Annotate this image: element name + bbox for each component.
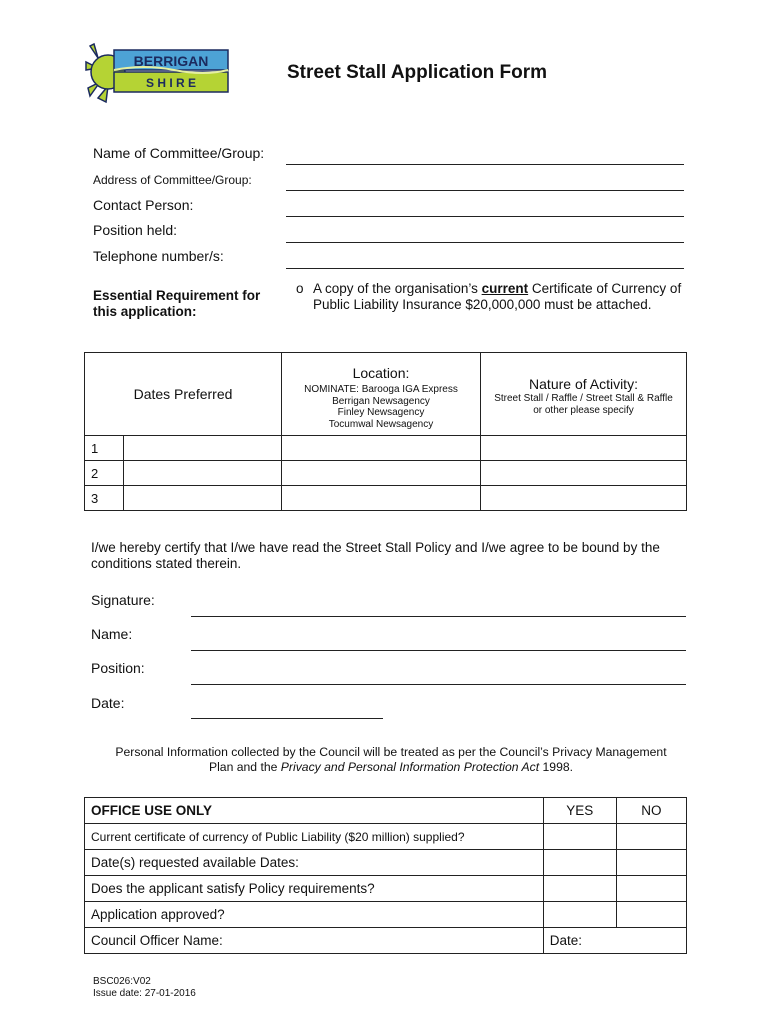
table-row: 1 <box>85 436 687 461</box>
date-cell[interactable] <box>124 436 282 461</box>
logo-top-text: BERRIGAN <box>133 53 209 69</box>
activity-cell[interactable] <box>481 436 687 461</box>
signature-input-line[interactable] <box>191 616 686 617</box>
location-cell[interactable] <box>282 461 481 486</box>
date-input-line[interactable] <box>191 718 383 719</box>
no-cell[interactable] <box>616 824 686 850</box>
name-input-line[interactable] <box>191 650 686 651</box>
no-cell[interactable] <box>616 850 686 876</box>
table-row: Current certificate of currency of Public Liability ($20 million) supplied? <box>85 824 687 850</box>
form-code: BSC026:V02 <box>93 976 151 987</box>
no-header: NO <box>616 798 686 824</box>
no-cell[interactable] <box>616 876 686 902</box>
essential-requirement-text: o A copy of the organisation’s current Certificate of Currency of Public Liability Insurance $20,000,000 must be attached. <box>296 281 682 312</box>
location-header: Location: NOMINATE: Barooga IGA Express Berrigan Newsagency Finley Newsagency Tocumwal Newsagency <box>282 353 481 436</box>
contact-label: Contact Person: <box>93 197 194 213</box>
privacy-act-name: Privacy and Personal Information Protection Act <box>280 760 540 774</box>
telephone-label: Telephone number/s: <box>93 248 224 264</box>
yes-cell[interactable] <box>543 876 616 902</box>
location-cell[interactable] <box>282 436 481 461</box>
table-row: 2 <box>85 461 687 486</box>
date-label: Date: <box>91 695 125 711</box>
signature-label: Signature: <box>91 592 155 608</box>
activity-cell[interactable] <box>481 486 687 511</box>
dates-table <box>84 352 687 511</box>
committee-label: Name of Committee/Group: <box>93 145 265 161</box>
page-title: Street Stall Application Form <box>287 62 548 83</box>
yes-cell[interactable] <box>543 850 616 876</box>
officer-date-cell[interactable]: Date: <box>543 928 686 954</box>
name-label: Name: <box>91 626 133 642</box>
sun-logo-icon <box>84 40 234 104</box>
issue-date: Issue date: 27-01-2016 <box>93 988 196 999</box>
activity-cell[interactable] <box>481 461 687 486</box>
footer <box>93 976 196 1000</box>
privacy-statement: Personal Information collected by the Council will be treated as per the Council’s Privacy Management Plan and the Privacy and Personal Information Protection Act 1998. <box>115 745 667 774</box>
position-label: Position held: <box>93 222 178 238</box>
position-input-line[interactable] <box>286 242 684 243</box>
location-cell[interactable] <box>282 486 481 511</box>
berrigan-shire-logo <box>84 40 234 104</box>
no-cell[interactable] <box>616 902 686 928</box>
table-row: Does the applicant satisfy Policy requirements? <box>85 876 687 902</box>
bullet-icon: o <box>296 281 304 296</box>
committee-input-line[interactable] <box>286 164 684 165</box>
yes-cell[interactable] <box>543 824 616 850</box>
signoff-position-input-line[interactable] <box>191 684 686 685</box>
date-cell[interactable] <box>124 486 282 511</box>
telephone-input-line[interactable] <box>286 268 684 269</box>
yes-cell[interactable] <box>543 902 616 928</box>
signoff-position-label: Position: <box>91 660 145 676</box>
address-input-line[interactable] <box>286 190 684 191</box>
table-row: Council Officer Name: Date: <box>85 928 687 954</box>
dates-preferred-header: Dates Preferred <box>85 353 282 436</box>
contact-input-line[interactable] <box>286 216 684 217</box>
logo-bottom-text: S H I R E <box>145 76 197 90</box>
table-row: 3 <box>85 486 687 511</box>
yes-header: YES <box>543 798 616 824</box>
table-row: Application approved? <box>85 902 687 928</box>
office-use-table <box>84 797 687 954</box>
certification-text: I/we hereby certify that I/we have read the Street Stall Policy and I/we agree to be bound by the conditions stated therein. <box>91 540 660 571</box>
office-use-header: OFFICE USE ONLY <box>85 798 544 824</box>
activity-header: Nature of Activity: Street Stall / Raffle / Street Stall & Raffle or other please specify <box>481 353 687 436</box>
current-emphasis: current <box>481 281 529 296</box>
essential-requirement-label: Essential Requirement for this application: <box>93 288 261 319</box>
date-cell[interactable] <box>124 461 282 486</box>
address-label: Address of Committee/Group: <box>93 173 252 187</box>
table-row: Date(s) requested available Dates: <box>85 850 687 876</box>
